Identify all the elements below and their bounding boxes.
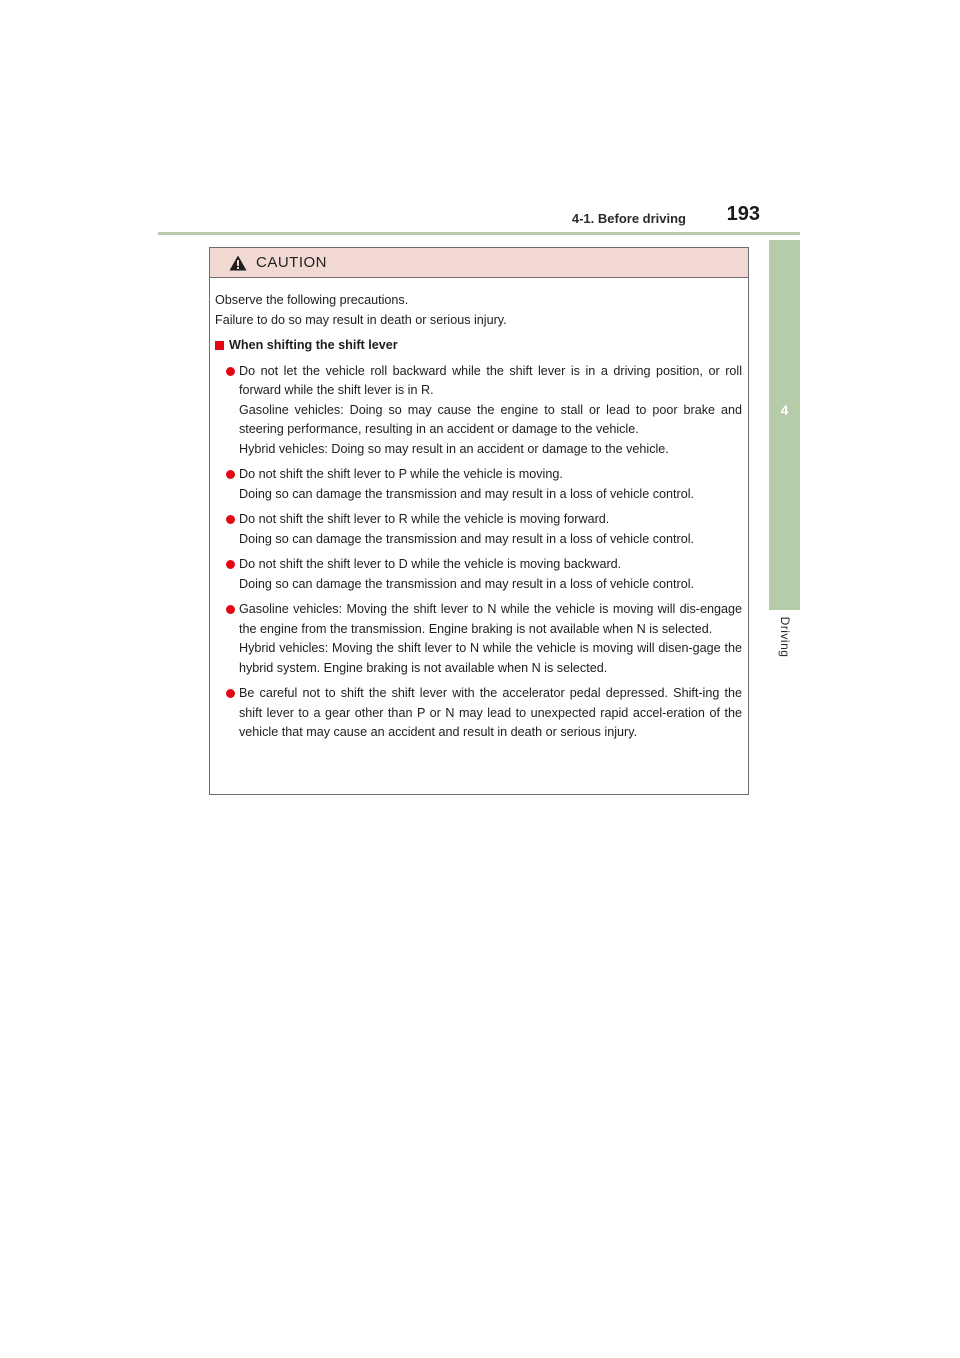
caution-body xyxy=(210,278,748,743)
list-item xyxy=(226,510,742,549)
square-bullet-icon xyxy=(215,341,224,350)
list-item xyxy=(226,465,742,504)
intro-line: Observe the following precautions. xyxy=(215,293,409,307)
bullet-paragraph: Hybrid vehicles: Doing so may result in an accident or damage to the vehicle. xyxy=(239,441,669,456)
header-divider xyxy=(158,232,800,235)
list-item xyxy=(226,555,742,594)
caution-subheading xyxy=(215,336,742,356)
caution-title: CAUTION xyxy=(256,254,327,271)
list-item xyxy=(226,600,742,678)
section-title: 4-1. Before driving xyxy=(571,211,686,226)
bullet-paragraph: Doing so can damage the transmission and may result in a loss of vehicle control. xyxy=(239,531,695,546)
chapter-tab xyxy=(769,240,800,610)
round-bullet-icon xyxy=(226,515,235,524)
bullet-paragraph: Gasoline vehicles: Doing so may cause the engine to stall or lead to poor brake and steering performance, resulting in an accident or damage to the vehicle. xyxy=(239,402,742,436)
bullet-paragraph: Gasoline vehicles: Moving the shift lever to N while the vehicle is moving will dis-engage the engine from the transmission. Engine braking is not available when N is selected. xyxy=(239,602,742,636)
bullet-paragraph: Do not let the vehicle roll backward while the shift lever is in a driving position, or roll forward while the shift lever is in R. xyxy=(239,363,742,397)
caution-header xyxy=(210,248,748,278)
caution-box xyxy=(209,247,749,795)
intro-line: Failure to do so may result in death or serious injury. xyxy=(215,312,507,327)
bullet-paragraph: Hybrid vehicles: Moving the shift lever to N while the vehicle is moving will disen-gage the hybrid system. Engine braking is not available when N is selected. xyxy=(239,641,742,675)
round-bullet-icon xyxy=(226,689,235,698)
bullet-paragraph: Doing so can damage the transmission and may result in a loss of vehicle control. xyxy=(239,576,695,591)
caution-bullet-list xyxy=(215,362,742,743)
warning-triangle-icon xyxy=(229,255,247,271)
round-bullet-icon xyxy=(226,605,235,614)
subheading-text: When shifting the shift lever xyxy=(229,338,398,352)
caution-intro xyxy=(215,291,742,330)
bullet-paragraph: Do not shift the shift lever to R while the vehicle is moving forward. xyxy=(239,512,610,526)
list-item xyxy=(226,362,742,460)
chapter-number: 4 xyxy=(780,402,789,418)
bullet-paragraph: Doing so can damage the transmission and may result in a loss of vehicle control. xyxy=(239,486,695,501)
page-number: 193 xyxy=(726,203,760,225)
chapter-label: Driving xyxy=(778,616,792,658)
round-bullet-icon xyxy=(226,560,235,569)
bullet-paragraph: Be careful not to shift the shift lever with the accelerator pedal depressed. Shift-ing the shift lever to a gear other than P or N may lead to unexpected rapid accel-eration of the vehicle that may cause an accident and result in death or serious injury. xyxy=(239,686,742,739)
bullet-paragraph: Do not shift the shift lever to P while the vehicle is moving. xyxy=(239,467,563,481)
round-bullet-icon xyxy=(226,367,235,376)
bullet-paragraph: Do not shift the shift lever to D while the vehicle is moving backward. xyxy=(239,557,622,571)
round-bullet-icon xyxy=(226,470,235,479)
list-item xyxy=(226,684,742,743)
